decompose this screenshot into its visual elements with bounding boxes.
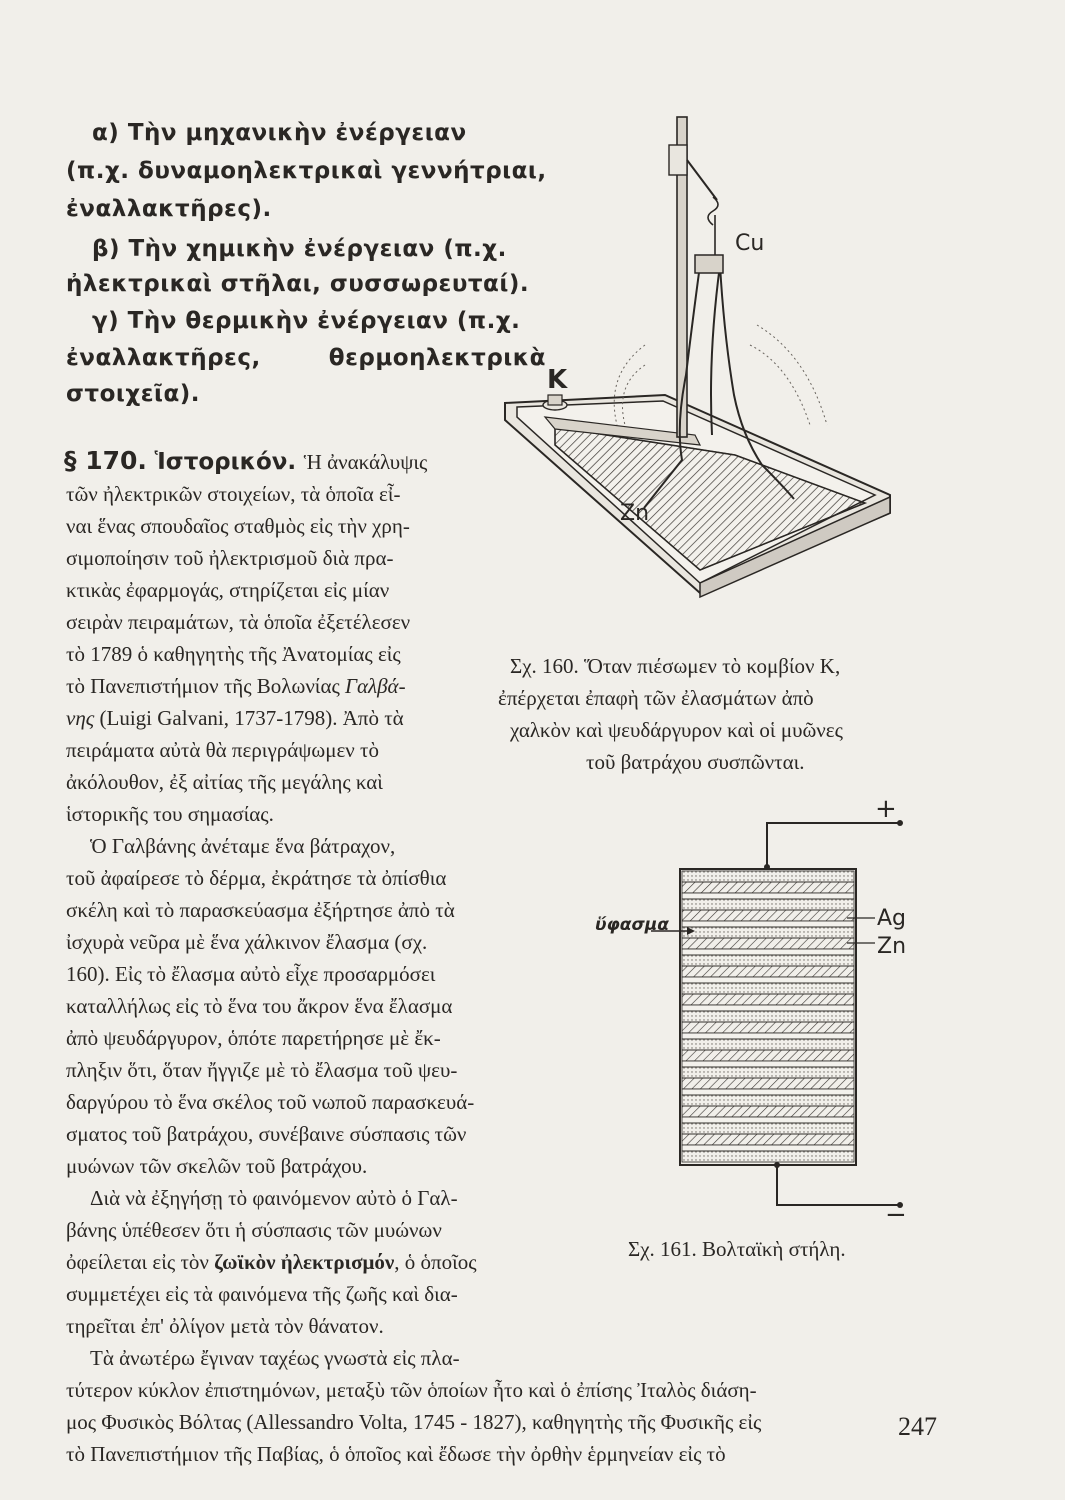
pile-disc xyxy=(682,927,854,938)
pile-disc xyxy=(682,871,854,882)
pile-disc xyxy=(682,1145,854,1151)
pile-disc xyxy=(682,921,854,927)
section-number: § 170. xyxy=(64,446,147,475)
text-line xyxy=(66,1250,477,1275)
text-line: συμμετέχει εἰς τὰ φαινόμενα τῆς ζωῆς καὶ δια- xyxy=(66,1282,458,1306)
figure-160-frog-apparatus xyxy=(495,105,935,615)
pile-disc xyxy=(682,1123,854,1134)
text-line: σιμοποίησιν τοῦ ἠλεκτρισμοῦ διὰ πρα- xyxy=(66,546,394,570)
list-line: στοιχεῖα). xyxy=(66,381,201,407)
text-line: Ὁ Γαλβάνης ἀνέταμε ἕνα βάτραχον, xyxy=(90,834,396,858)
pile-disc xyxy=(682,1033,854,1039)
text-fragment: ὀφείλεται εἰς τὸν xyxy=(66,1250,215,1274)
text-fragment: (Luigi Galvani, 1737-1798). Ἀπὸ τὰ xyxy=(94,706,404,730)
emphasized-term: ζωϊκὸν ἠλεκτρισμόν xyxy=(214,1250,395,1274)
list-line: ἐναλλακτῆρες, θερμοηλεκτρικὰ xyxy=(66,345,546,371)
text-line: ἱστορικῆς του σημασίας. xyxy=(66,802,274,826)
list-line: ἐναλλακτῆρες). xyxy=(66,196,272,222)
pile-disc xyxy=(682,994,854,1005)
text-line: ἀπὸ ψευδάργυρον, ὁπότε παρετήρησε μὲ ἔκ- xyxy=(66,1026,441,1050)
text-fragment: , ὁ ὁποῖος xyxy=(394,1250,477,1274)
pile-disc xyxy=(682,910,854,921)
text-line: Διὰ νὰ ἐξηγήσῃ τὸ φαινόμενον αὐτὸ ὁ Γαλ- xyxy=(90,1186,458,1210)
pile-disc xyxy=(682,1078,854,1089)
text-line: ἀκόλουθον, ἐξ αἰτίας τῆς μεγάλης καὶ xyxy=(66,770,383,794)
text-line: σκέλη καὶ τὸ παρασκεύασμα ἐξήρτησε ἀπὸ τὰ xyxy=(66,898,455,922)
pile-disc xyxy=(682,1005,854,1011)
pile-disc xyxy=(682,1095,854,1106)
caption-line: Σχ. 160. Ὅταν πιέσωμεν τὸ κομβίον Κ, xyxy=(510,654,841,678)
text-line: πειράματα αὐτὰ θὰ περιγράψωμεν τὸ xyxy=(66,738,379,762)
pile-disc xyxy=(682,977,854,983)
text-fragment: τὸ Πανεπιστήμιον τῆς Βολωνίας xyxy=(66,674,346,698)
label-copper: Cu xyxy=(735,231,765,256)
pile-disc xyxy=(682,1022,854,1033)
text-line: τηρεῖται ἐπ' ὀλίγον μετὰ τὸν θάνατον. xyxy=(66,1314,384,1338)
text-line: τοῦ ἀφαίρεσε τὸ δέρμα, ἐκράτησε τὰ ὀπίσθια xyxy=(66,866,447,890)
section-heading xyxy=(64,446,427,475)
text-line: βάνης ὑπέθεσεν ὅτι ἡ σύσπασις τῶν μυώνων xyxy=(66,1218,442,1242)
label-cloth: ὕφασμα xyxy=(595,915,669,935)
text-line: κτικὰς ἐφαρμογάς, στηρίζεται εἰς μίαν xyxy=(66,578,390,602)
text-line: ναι ἕνας σπουδαῖος σταθμὸς εἰς τὴν χρη- xyxy=(66,514,410,538)
figure-161-voltaic-pile xyxy=(595,795,935,1225)
pile-disc xyxy=(682,1106,854,1117)
pile-disc xyxy=(682,966,854,977)
list-line: β) Τὴν χημικὴν ἐνέργειαν (π.χ. xyxy=(92,236,507,262)
label-silver: Ag xyxy=(877,906,907,931)
text-line: μος Φυσικὸς Βόλτας (Allessandro Volta, 1745 - 1827), καθηγητὴς τῆς Φυσικῆς εἰς xyxy=(66,1410,762,1434)
text-line: τῶν ἠλεκτρικῶν στοιχείων, τὰ ὁποῖα εἶ- xyxy=(66,482,401,506)
text-line: ἰσχυρὰ νεῦρα μὲ ἕνα χάλκινον ἔλασμα (σχ. xyxy=(66,930,428,954)
pile-disc xyxy=(682,893,854,899)
pile-disc xyxy=(682,949,854,955)
pile-disc xyxy=(682,1134,854,1145)
figure-161-caption: Σχ. 161. Βολταϊκὴ στήλη. xyxy=(628,1237,846,1261)
caption-line: τοῦ βατράχου συσπῶνται. xyxy=(586,750,805,774)
text-line: τύτερον κύκλον ἐπιστημόνων, μεταξὺ τῶν ὁποίων ἦτο καὶ ὁ ἐπίσης Ἰταλὸς διάση- xyxy=(66,1378,757,1402)
list-line: γ) Τὴν θερμικὴν ἐνέργειαν (π.χ. xyxy=(92,308,521,334)
text-line xyxy=(66,706,404,731)
pile-disc xyxy=(682,1117,854,1123)
text-line: σειρὰν πειραμάτων, τὰ ὁποῖα ἐξετέλεσεν xyxy=(66,610,411,634)
pile-disc xyxy=(682,1151,854,1162)
pile-disc xyxy=(682,955,854,966)
text-line xyxy=(66,674,406,699)
pile-disc xyxy=(682,938,854,949)
text-line: μυώνων τῶν σκελῶν τοῦ βατράχου. xyxy=(66,1154,368,1178)
galvani-name: νης xyxy=(66,706,95,730)
pile-disc xyxy=(682,983,854,994)
pile-disc xyxy=(682,1011,854,1022)
label-minus: − xyxy=(885,1200,907,1225)
galvani-name: Γαλβά- xyxy=(345,674,406,698)
text-line: δαργύρου τὸ ἕνα σκέλος τοῦ νωποῦ παρασκευά- xyxy=(66,1090,475,1114)
list-line: α) Τὴν μηχανικὴν ἐνέργειαν xyxy=(92,120,467,146)
caption-line: ἐπέρχεται ἐπαφὴ τῶν ἐλασμάτων ἀπὸ xyxy=(498,686,814,710)
text-line: καταλλήλως εἰς τὸ ἕνα του ἄκρον ἕνα ἔλασμα xyxy=(66,994,453,1018)
label-zinc: Zn xyxy=(620,501,650,526)
text-line: τὸ Πανεπιστήμιον τῆς Παβίας, ὁ ὁποῖος καὶ ἔδωσε τὴν ὀρθὴν ἑρμηνείαν εἰς τὸ xyxy=(66,1442,726,1466)
pile-disc xyxy=(682,882,854,893)
text-line: τὸ 1789 ὁ καθηγητὴς τῆς Ἀνατομίας εἰς xyxy=(66,642,401,666)
text-line: 160). Εἰς τὸ ἔλασμα αὐτὸ εἶχε προσαρμόσει xyxy=(66,962,436,986)
pile-disc xyxy=(682,1039,854,1050)
label-plus: + xyxy=(875,795,897,824)
section-lead: Ἡ ἀνακάλυψις xyxy=(303,450,428,474)
text-line: Τὰ ἀνωτέρω ἔγιναν ταχέως γνωστὰ εἰς πλα- xyxy=(90,1346,460,1370)
caption-line: χαλκὸν καὶ ψευδάργυρον καὶ οἱ μυῶνες xyxy=(510,718,843,742)
pile-disc xyxy=(682,1067,854,1078)
label-button-k: K xyxy=(547,365,568,395)
list-line: (π.χ. δυναμοηλεκτρικαὶ γεννήτριαι, xyxy=(66,158,547,184)
pile-layers xyxy=(682,871,854,1162)
pile-disc xyxy=(682,1061,854,1067)
pile-disc xyxy=(682,1089,854,1095)
text-line: πληξιν ὅτι, ὅταν ἤγγιζε μὲ τὸ ἔλασμα τοῦ ψευ- xyxy=(66,1058,458,1082)
label-zinc: Zn xyxy=(877,934,907,959)
page-number: 247 xyxy=(898,1412,937,1441)
text-line: σματος τοῦ βατράχου, συνέβαινε σύσπασις τῶν xyxy=(66,1122,467,1146)
pile-disc xyxy=(682,899,854,910)
pile-disc xyxy=(682,1050,854,1061)
section-title: Ἱστορικόν. xyxy=(154,449,297,475)
list-line: ἠλεκτρικαὶ στῆλαι, συσσωρευταί). xyxy=(66,271,530,297)
